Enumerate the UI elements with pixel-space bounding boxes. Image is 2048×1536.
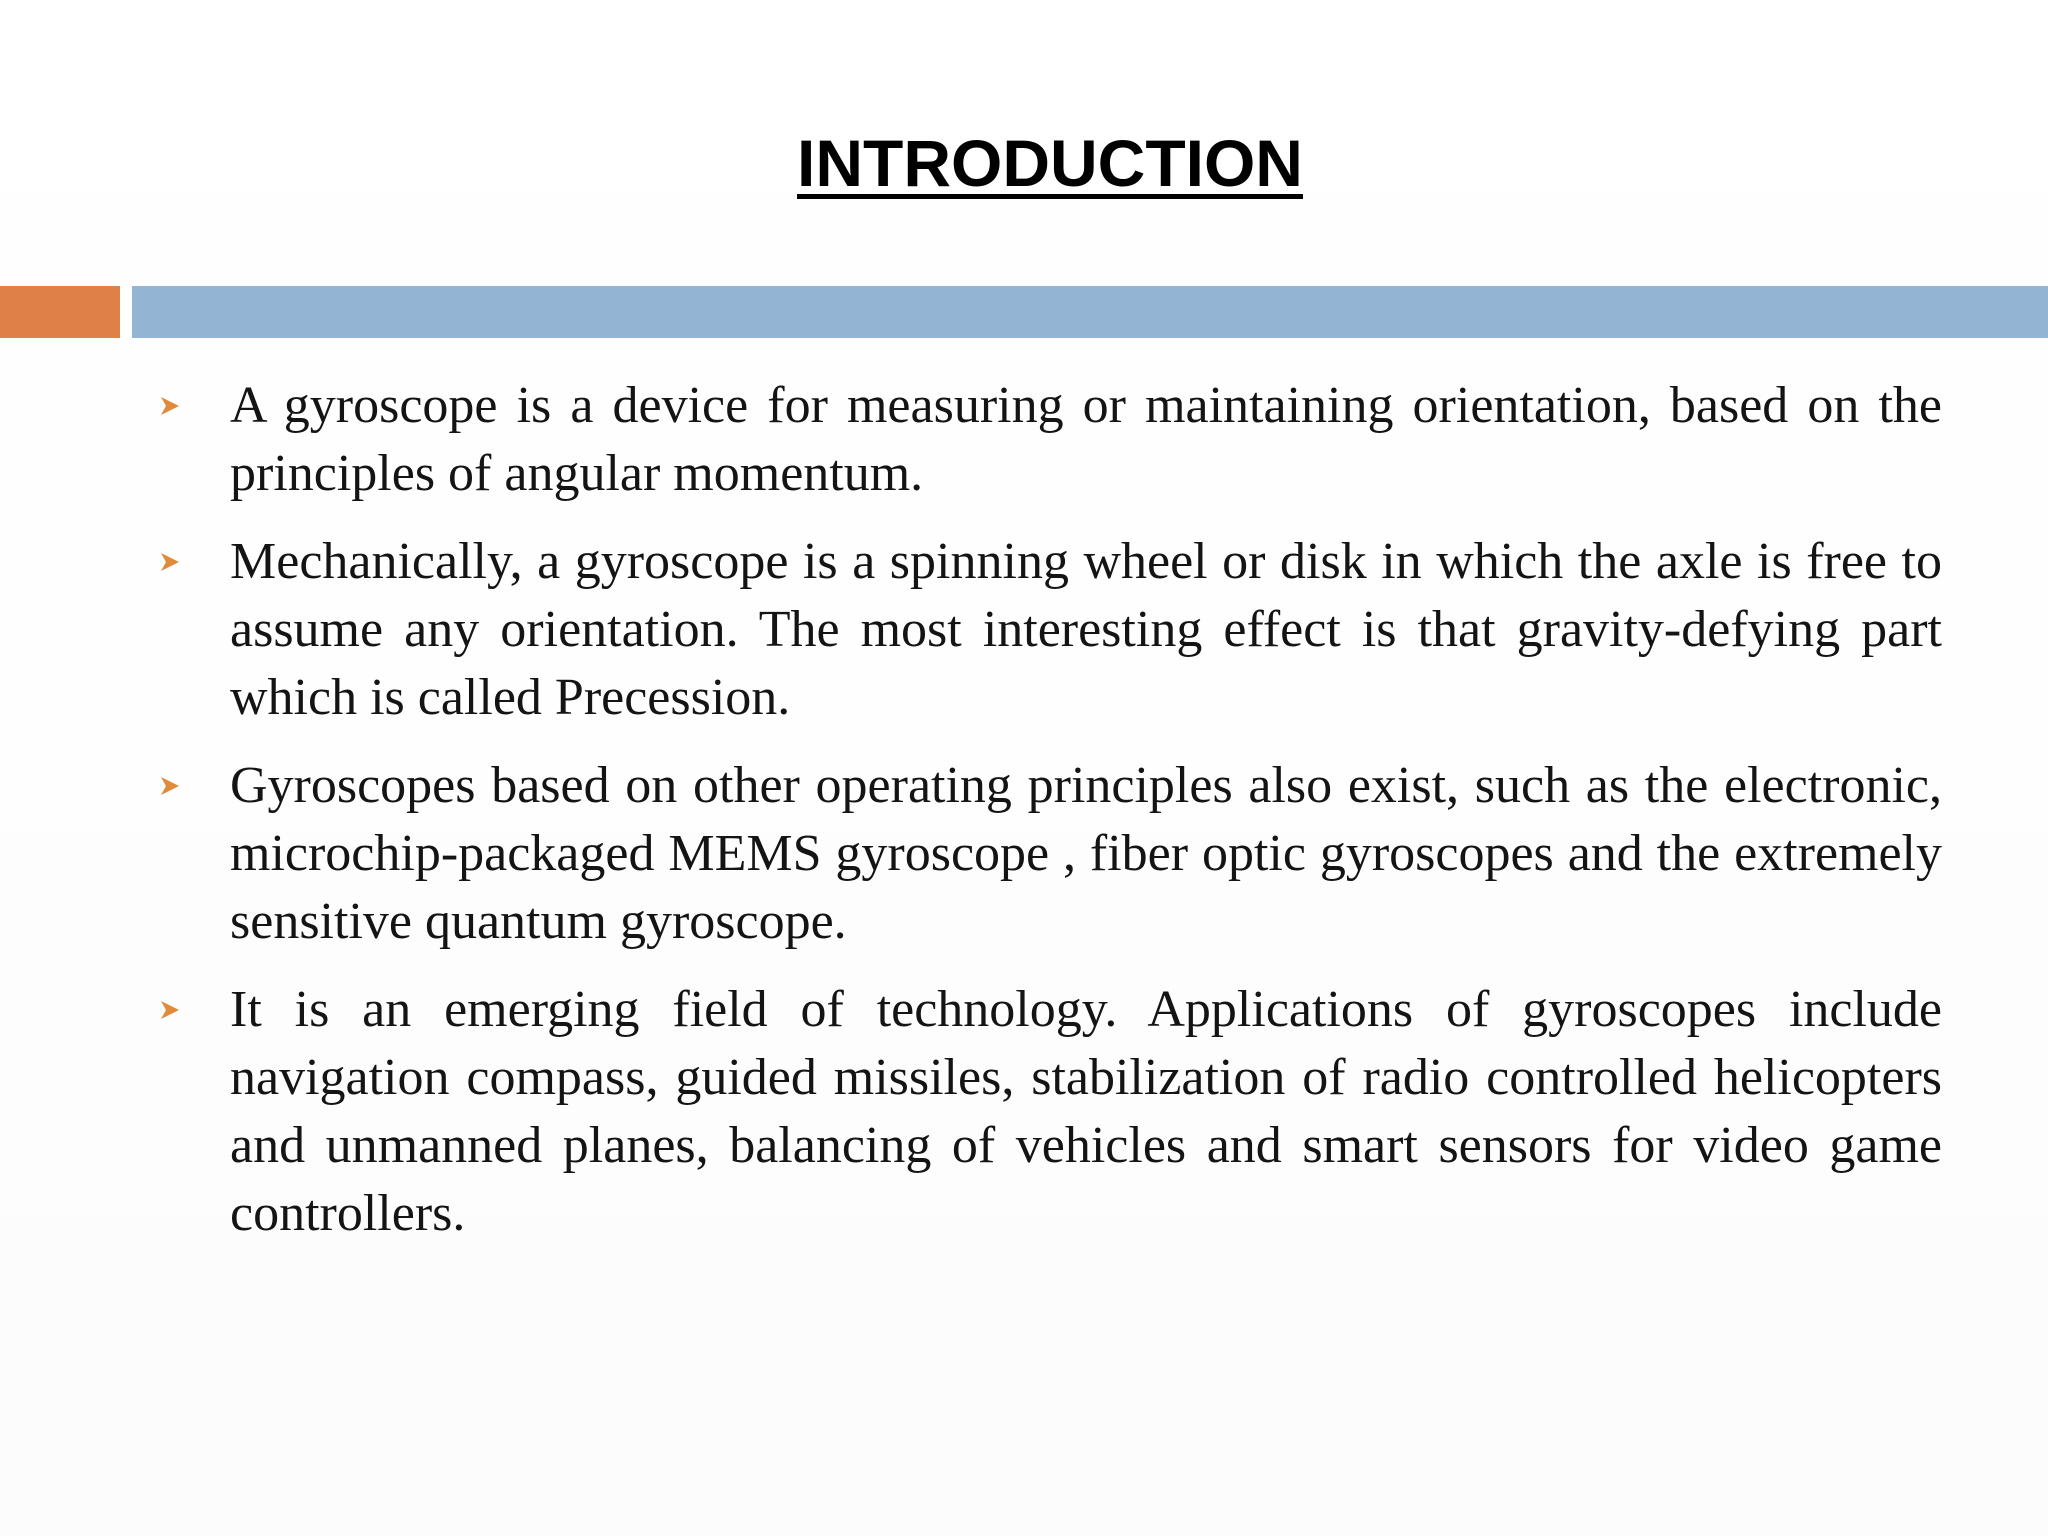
bullet-text: A gyroscope is a device for measuring or maintaining orientation, based on the principles of angular momentum. [230,377,1942,502]
arrowhead-right-icon [158,772,182,800]
slide-title: INTRODUCTION [797,126,1303,200]
bullet-text: It is an emerging field of technology. Applications of gyroscopes include navigation compass, guided missiles, stabilization of radio controlled helicopters and unmanned planes, balancing of vehicles and smart sensors for video game controllers. [230,981,1942,1242]
bullet-list [0,372,2048,1268]
bullet-text: Mechanically, a gyroscope is a spinning wheel or disk in which the axle is free to assume any orientation. The most interesting effect is that gravity-defying part which is called Precession. [230,533,1942,726]
bullet-item [0,528,2048,732]
arrowhead-right-icon [158,548,182,576]
arrowhead-right-icon [158,392,182,420]
bullet-item [0,976,2048,1248]
bullet-item [0,372,2048,508]
bullet-item [0,752,2048,956]
title-divider-bar [132,286,2048,338]
accent-block [0,286,120,338]
arrowhead-right-icon [158,996,182,1024]
bullet-text: Gyroscopes based on other operating principles also exist, such as the electronic, microchip-packaged MEMS gyroscope , fiber optic gyroscopes and the extremely sensitive quantum gyroscope. [230,757,1942,950]
